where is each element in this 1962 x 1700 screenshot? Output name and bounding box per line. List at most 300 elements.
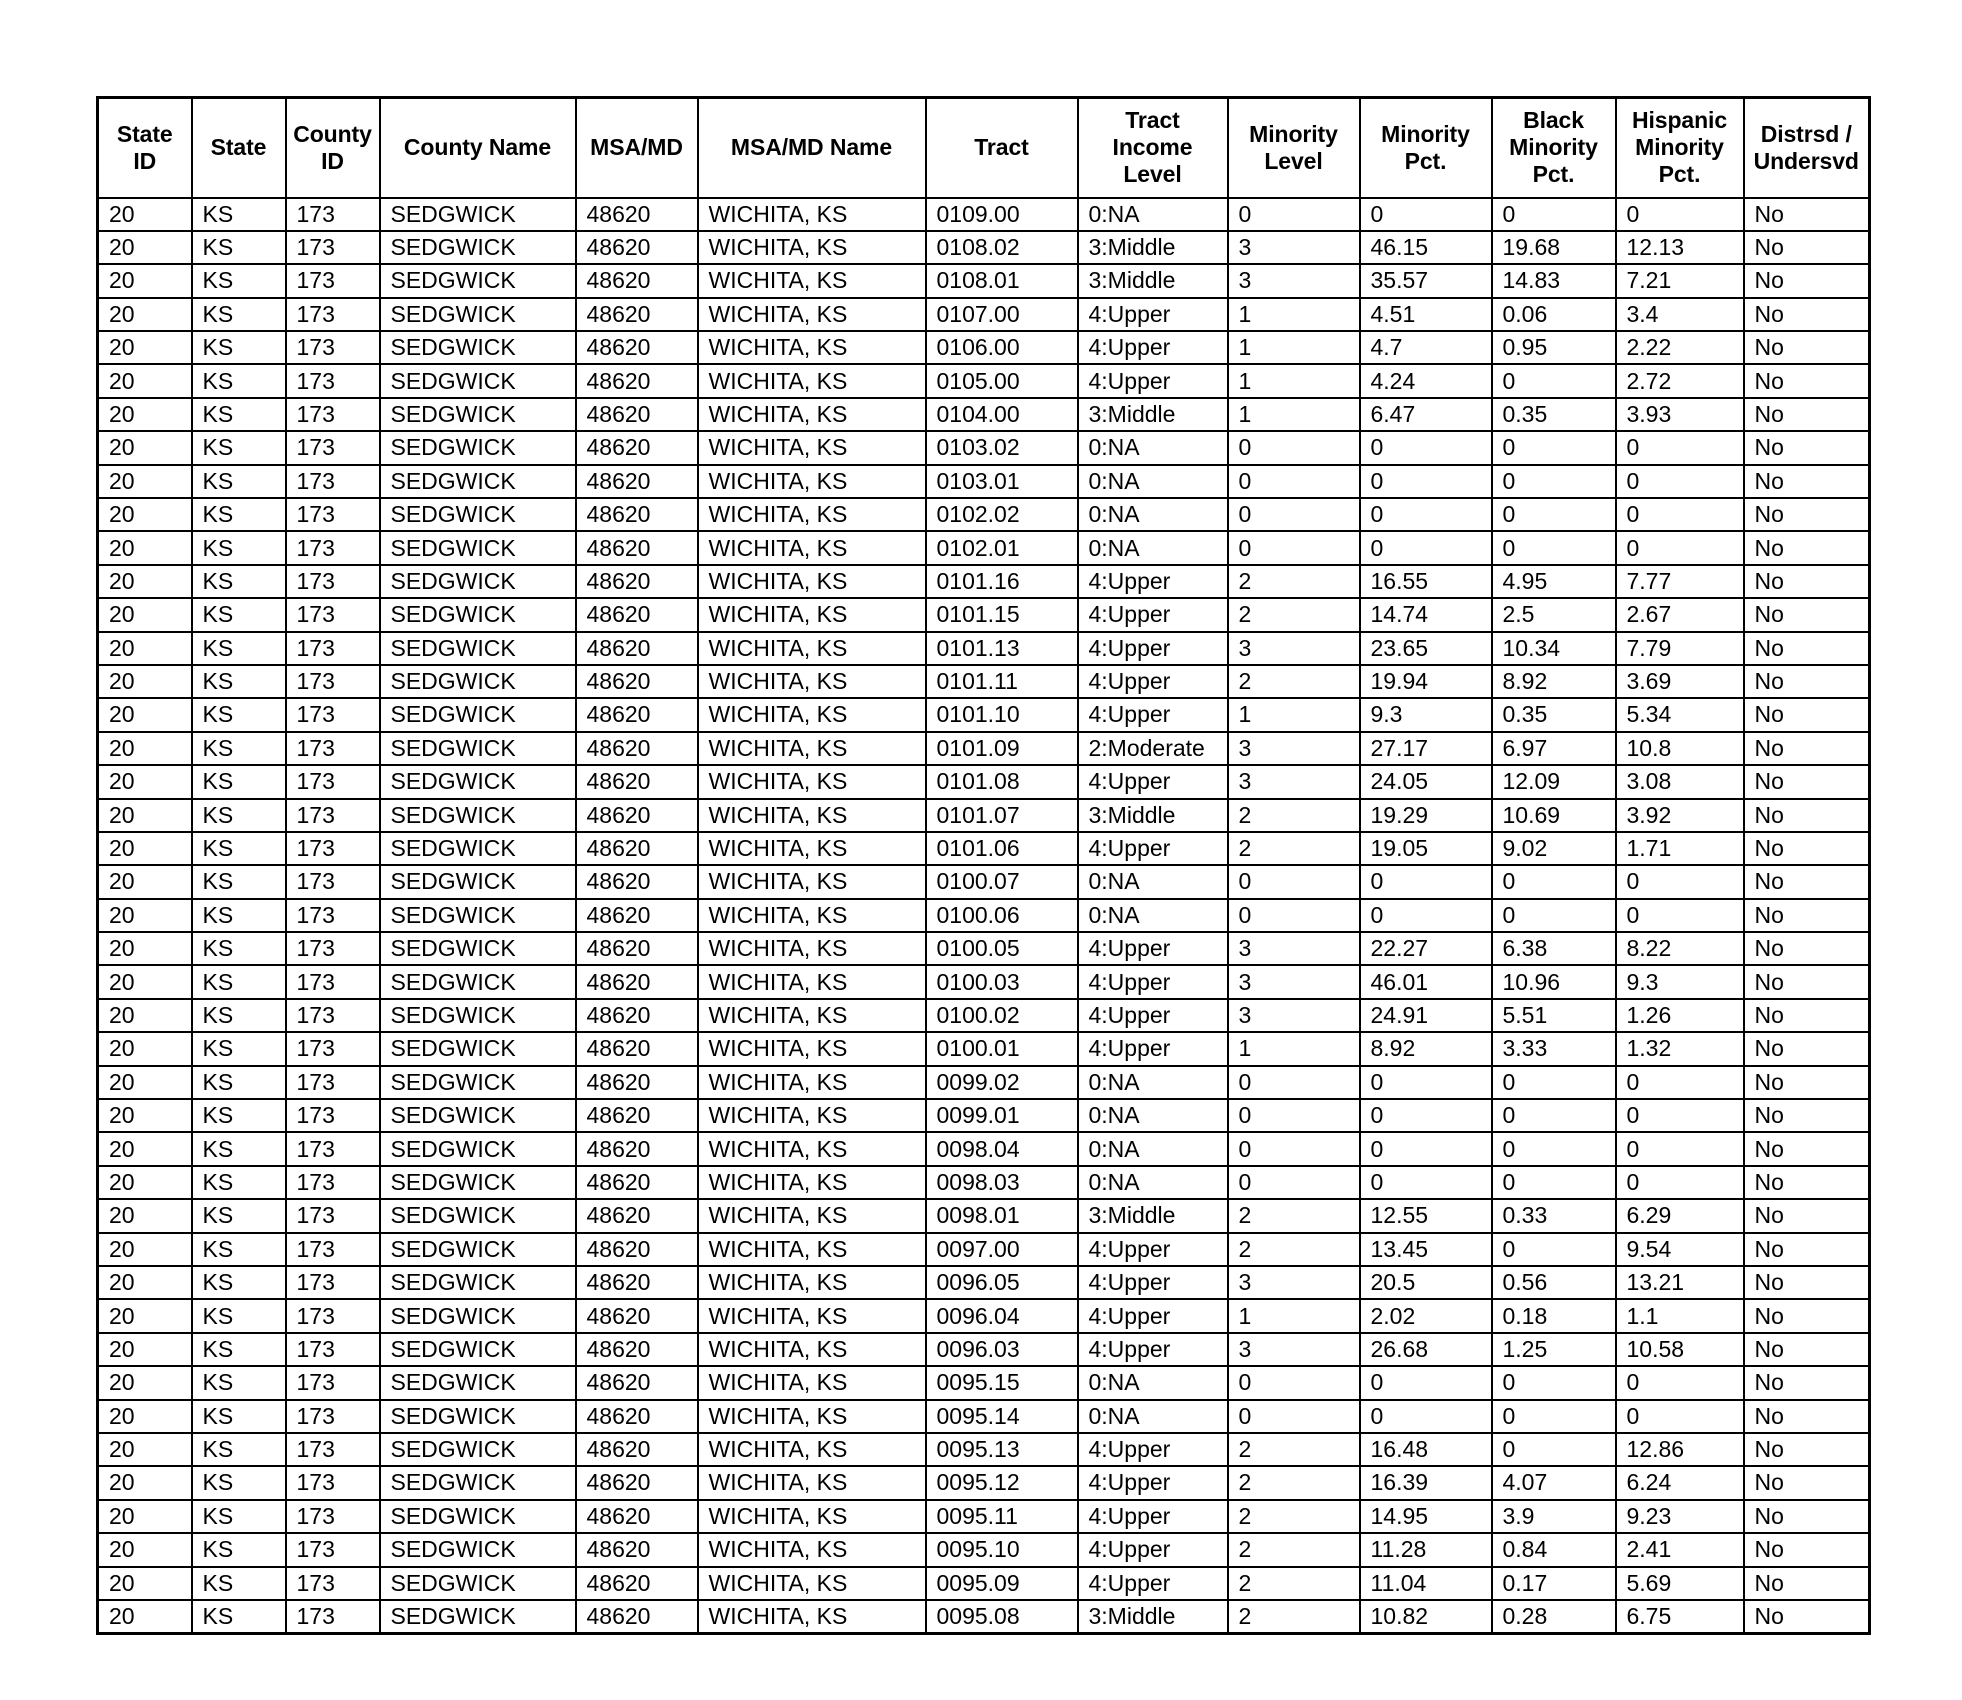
col-msa-md-cell: 48620	[576, 965, 698, 998]
col-county-name-cell: SEDGWICK	[380, 398, 576, 431]
col-minority-pct-cell: 0	[1360, 531, 1492, 564]
col-msa-md-name-cell: WICHITA, KS	[698, 1466, 926, 1499]
col-minority-level-cell: 0	[1228, 1166, 1360, 1199]
col-msa-md-cell: 48620	[576, 565, 698, 598]
col-tract-income-level-cell: 4:Upper	[1078, 1567, 1228, 1600]
col-minority-pct-cell: 24.91	[1360, 999, 1492, 1032]
col-minority-pct-cell: 0	[1360, 1099, 1492, 1132]
col-county-id-cell: 173	[286, 799, 380, 832]
col-msa-md-name-cell: WICHITA, KS	[698, 598, 926, 631]
col-tract-income-level-cell: 3:Middle	[1078, 398, 1228, 431]
col-msa-md-name-cell: WICHITA, KS	[698, 632, 926, 665]
col-black-minority-pct-cell: 0.17	[1492, 1567, 1616, 1600]
col-black-minority-pct-cell: 14.83	[1492, 264, 1616, 297]
col-state-cell: KS	[192, 1099, 286, 1132]
col-minority-level-cell: 1	[1228, 698, 1360, 731]
col-county-name-cell: SEDGWICK	[380, 799, 576, 832]
col-msa-md-cell: 48620	[576, 1433, 698, 1466]
col-distressed-underserved-cell: No	[1744, 899, 1870, 932]
col-minority-pct-cell: 20.5	[1360, 1266, 1492, 1299]
col-hispanic-minority-pct-cell: 0	[1616, 1400, 1744, 1433]
header-label-line: Black	[1523, 107, 1584, 134]
col-msa-md-header: MSA/MD	[576, 98, 698, 198]
col-state-cell: KS	[192, 765, 286, 798]
col-state-cell: KS	[192, 231, 286, 264]
col-msa-md-name-cell: WICHITA, KS	[698, 531, 926, 564]
col-msa-md-cell: 48620	[576, 298, 698, 331]
table-row	[98, 1166, 1870, 1199]
col-hispanic-minority-pct-cell: 3.69	[1616, 665, 1744, 698]
col-tract-income-level-cell: 0:NA	[1078, 1132, 1228, 1165]
col-county-name-cell: SEDGWICK	[380, 632, 576, 665]
col-state-id-cell: 20	[98, 565, 192, 598]
col-hispanic-minority-pct-cell: 0	[1616, 1366, 1744, 1399]
col-tract-cell: 0100.02	[926, 999, 1078, 1032]
col-state-id-cell: 20	[98, 331, 192, 364]
col-county-id-cell: 173	[286, 1500, 380, 1533]
col-black-minority-pct-cell: 0.84	[1492, 1533, 1616, 1566]
col-minority-level-cell: 2	[1228, 665, 1360, 698]
col-black-minority-pct-cell: 0.35	[1492, 698, 1616, 731]
col-black-minority-pct-cell: 0.95	[1492, 331, 1616, 364]
col-hispanic-minority-pct-cell: 10.58	[1616, 1333, 1744, 1366]
col-tract-cell: 0101.08	[926, 765, 1078, 798]
col-tract-income-level-cell: 4:Upper	[1078, 965, 1228, 998]
col-state-id-cell: 20	[98, 531, 192, 564]
header-label-line: County	[293, 120, 372, 147]
table-row	[98, 1500, 1870, 1533]
col-tract-cell: 0108.01	[926, 264, 1078, 297]
col-distressed-underserved-cell: No	[1744, 799, 1870, 832]
col-minority-pct-cell: 23.65	[1360, 632, 1492, 665]
col-msa-md-name-cell: WICHITA, KS	[698, 899, 926, 932]
col-state-id-cell: 20	[98, 698, 192, 731]
col-distressed-underserved-cell: No	[1744, 1466, 1870, 1499]
col-hispanic-minority-pct-cell: 3.08	[1616, 765, 1744, 798]
col-distressed-underserved-cell: No	[1744, 1132, 1870, 1165]
col-state-cell: KS	[192, 598, 286, 631]
col-msa-md-cell: 48620	[576, 1032, 698, 1065]
col-msa-md-name-cell: WICHITA, KS	[698, 999, 926, 1032]
col-distressed-underserved-cell: No	[1744, 999, 1870, 1032]
col-hispanic-minority-pct-cell: 7.21	[1616, 264, 1744, 297]
col-minority-level-cell: 1	[1228, 1032, 1360, 1065]
col-hispanic-minority-pct-cell: 0	[1616, 1166, 1744, 1199]
col-msa-md-cell: 48620	[576, 1466, 698, 1499]
table-row	[98, 565, 1870, 598]
col-tract-income-level-cell: 3:Middle	[1078, 231, 1228, 264]
col-hispanic-minority-pct-cell: 1.71	[1616, 832, 1744, 865]
col-minority-pct-cell: 0	[1360, 498, 1492, 531]
header-label-line: ID	[321, 147, 344, 174]
table-row	[98, 598, 1870, 631]
col-tract-income-level-cell: 4:Upper	[1078, 1466, 1228, 1499]
col-black-minority-pct-cell: 0.35	[1492, 398, 1616, 431]
col-county-id-cell: 173	[286, 1366, 380, 1399]
col-black-minority-pct-cell: 0	[1492, 465, 1616, 498]
col-county-id-cell: 173	[286, 665, 380, 698]
col-county-id-cell: 173	[286, 1533, 380, 1566]
col-state-id-cell: 20	[98, 899, 192, 932]
col-county-id-cell: 173	[286, 1266, 380, 1299]
col-tract-cell: 0108.02	[926, 231, 1078, 264]
col-hispanic-minority-pct-cell: 0	[1616, 1099, 1744, 1132]
col-state-id-cell: 20	[98, 1500, 192, 1533]
col-minority-level-cell: 3	[1228, 765, 1360, 798]
col-black-minority-pct-cell: 0	[1492, 1132, 1616, 1165]
col-state-cell: KS	[192, 531, 286, 564]
col-county-name-cell: SEDGWICK	[380, 765, 576, 798]
col-distressed-underserved-cell: No	[1744, 765, 1870, 798]
col-minority-level-cell: 0	[1228, 431, 1360, 464]
col-black-minority-pct-header	[1492, 98, 1616, 198]
col-msa-md-cell: 48620	[576, 799, 698, 832]
col-county-name-cell: SEDGWICK	[380, 1132, 576, 1165]
col-msa-md-cell: 48620	[576, 899, 698, 932]
col-hispanic-minority-pct-cell: 9.54	[1616, 1233, 1744, 1266]
col-tract-cell: 0109.00	[926, 198, 1078, 231]
col-msa-md-cell: 48620	[576, 632, 698, 665]
col-tract-cell: 0101.13	[926, 632, 1078, 665]
col-msa-md-cell: 48620	[576, 1266, 698, 1299]
col-tract-income-level-cell: 4:Upper	[1078, 298, 1228, 331]
col-minority-level-cell: 3	[1228, 632, 1360, 665]
col-minority-pct-cell: 0	[1360, 1132, 1492, 1165]
col-county-name-cell: SEDGWICK	[380, 1266, 576, 1299]
col-state-cell: KS	[192, 465, 286, 498]
table-row	[98, 999, 1870, 1032]
col-county-name-cell: SEDGWICK	[380, 1466, 576, 1499]
col-county-name-cell: SEDGWICK	[380, 665, 576, 698]
col-minority-pct-cell: 16.48	[1360, 1433, 1492, 1466]
col-black-minority-pct-cell: 9.02	[1492, 832, 1616, 865]
col-msa-md-name-cell: WICHITA, KS	[698, 398, 926, 431]
col-minority-level-cell: 2	[1228, 1500, 1360, 1533]
table-row	[98, 1466, 1870, 1499]
col-tract-cell: 0101.15	[926, 598, 1078, 631]
col-msa-md-name-cell: WICHITA, KS	[698, 1500, 926, 1533]
table-row	[98, 1433, 1870, 1466]
col-state-id-cell: 20	[98, 1299, 192, 1332]
col-msa-md-name-cell: WICHITA, KS	[698, 698, 926, 731]
col-county-id-cell: 173	[286, 1333, 380, 1366]
col-minority-level-cell: 0	[1228, 1400, 1360, 1433]
col-county-id-cell: 173	[286, 1299, 380, 1332]
col-msa-md-name-cell: WICHITA, KS	[698, 1132, 926, 1165]
col-state-id-cell: 20	[98, 765, 192, 798]
col-state-cell: KS	[192, 698, 286, 731]
col-minority-pct-cell: 0	[1360, 899, 1492, 932]
col-distressed-underserved-cell: No	[1744, 1099, 1870, 1132]
col-tract-income-level-cell: 4:Upper	[1078, 1500, 1228, 1533]
col-tract-cell: 0098.01	[926, 1199, 1078, 1232]
col-black-minority-pct-cell: 0	[1492, 1433, 1616, 1466]
header-label-line: Minority	[1381, 120, 1470, 147]
col-distressed-underserved-cell: No	[1744, 632, 1870, 665]
col-minority-pct-cell: 0	[1360, 1400, 1492, 1433]
col-minority-level-cell: 2	[1228, 565, 1360, 598]
col-black-minority-pct-cell: 0	[1492, 899, 1616, 932]
col-minority-level-cell: 2	[1228, 1533, 1360, 1566]
table-row	[98, 1567, 1870, 1600]
col-msa-md-name-cell: WICHITA, KS	[698, 1266, 926, 1299]
col-hispanic-minority-pct-cell: 2.72	[1616, 364, 1744, 397]
col-msa-md-cell: 48620	[576, 999, 698, 1032]
col-tract-cell: 0095.10	[926, 1533, 1078, 1566]
col-black-minority-pct-cell: 6.97	[1492, 732, 1616, 765]
col-state-cell: KS	[192, 1400, 286, 1433]
col-tract-cell: 0101.11	[926, 665, 1078, 698]
col-minority-level-cell: 2	[1228, 598, 1360, 631]
col-msa-md-name-cell: WICHITA, KS	[698, 1233, 926, 1266]
col-tract-income-level-cell: 0:NA	[1078, 431, 1228, 464]
col-tract-cell: 0096.04	[926, 1299, 1078, 1332]
col-county-name-cell: SEDGWICK	[380, 732, 576, 765]
col-tract-cell: 0095.14	[926, 1400, 1078, 1433]
col-tract-income-level-cell: 4:Upper	[1078, 565, 1228, 598]
col-state-cell: KS	[192, 1166, 286, 1199]
col-county-name-cell: SEDGWICK	[380, 1600, 576, 1633]
col-minority-pct-cell: 4.51	[1360, 298, 1492, 331]
col-tract-cell: 0101.16	[926, 565, 1078, 598]
col-black-minority-pct-cell: 10.96	[1492, 965, 1616, 998]
col-black-minority-pct-cell: 0	[1492, 498, 1616, 531]
col-msa-md-name-cell: WICHITA, KS	[698, 932, 926, 965]
col-county-id-cell: 173	[286, 932, 380, 965]
col-msa-md-cell: 48620	[576, 431, 698, 464]
col-county-name-cell: SEDGWICK	[380, 1099, 576, 1132]
header-label-line: Undersvd	[1753, 147, 1859, 174]
header-label-line: Income	[1112, 134, 1193, 161]
col-county-name-cell: SEDGWICK	[380, 932, 576, 965]
col-minority-pct-cell: 0	[1360, 1066, 1492, 1099]
col-state-id-cell: 20	[98, 364, 192, 397]
col-msa-md-name-cell: WICHITA, KS	[698, 1099, 926, 1132]
col-msa-md-name-cell: WICHITA, KS	[698, 231, 926, 264]
col-state-cell: KS	[192, 732, 286, 765]
col-minority-pct-cell: 12.55	[1360, 1199, 1492, 1232]
header-label-line: Pct.	[1532, 161, 1575, 188]
col-black-minority-pct-cell: 19.68	[1492, 231, 1616, 264]
col-black-minority-pct-cell: 1.25	[1492, 1333, 1616, 1366]
col-hispanic-minority-pct-cell: 2.67	[1616, 598, 1744, 631]
col-hispanic-minority-pct-cell: 0	[1616, 498, 1744, 531]
col-minority-level-cell: 2	[1228, 1600, 1360, 1633]
col-distressed-underserved-cell: No	[1744, 1433, 1870, 1466]
col-state-cell: KS	[192, 1366, 286, 1399]
col-distressed-underserved-cell: No	[1744, 1266, 1870, 1299]
col-tract-income-level-cell: 0:NA	[1078, 465, 1228, 498]
col-minority-level-cell: 1	[1228, 298, 1360, 331]
col-state-cell: KS	[192, 1600, 286, 1633]
header-label-line: Hispanic	[1631, 107, 1728, 134]
col-black-minority-pct-cell: 0	[1492, 1099, 1616, 1132]
table-row	[98, 1032, 1870, 1065]
col-minority-pct-header	[1360, 98, 1492, 198]
col-state-cell: KS	[192, 1199, 286, 1232]
col-distressed-underserved-cell: No	[1744, 1600, 1870, 1633]
col-tract-income-level-cell: 4:Upper	[1078, 698, 1228, 731]
col-state-cell: KS	[192, 1233, 286, 1266]
col-county-name-cell: SEDGWICK	[380, 1199, 576, 1232]
col-distressed-underserved-cell: No	[1744, 665, 1870, 698]
header-label-line: Tract	[1125, 107, 1180, 134]
col-distressed-underserved-cell: No	[1744, 965, 1870, 998]
col-county-id-cell: 173	[286, 1066, 380, 1099]
col-black-minority-pct-cell: 0	[1492, 198, 1616, 231]
col-black-minority-pct-cell: 0	[1492, 865, 1616, 898]
col-county-id-cell: 173	[286, 999, 380, 1032]
col-county-name-cell: SEDGWICK	[380, 598, 576, 631]
col-tract-cell: 0095.11	[926, 1500, 1078, 1533]
col-state-id-cell: 20	[98, 298, 192, 331]
col-county-id-cell: 173	[286, 331, 380, 364]
col-tract-cell: 0101.07	[926, 799, 1078, 832]
col-county-name-cell: SEDGWICK	[380, 264, 576, 297]
col-tract-income-level-cell: 2:Moderate	[1078, 732, 1228, 765]
col-hispanic-minority-pct-cell: 2.22	[1616, 331, 1744, 364]
col-tract-income-level-cell: 0:NA	[1078, 1066, 1228, 1099]
col-state-cell: KS	[192, 1132, 286, 1165]
col-black-minority-pct-cell: 8.92	[1492, 665, 1616, 698]
col-state-id-cell: 20	[98, 865, 192, 898]
col-black-minority-pct-cell: 0	[1492, 1400, 1616, 1433]
col-tract-cell: 0096.05	[926, 1266, 1078, 1299]
table-row	[98, 932, 1870, 965]
table-row	[98, 865, 1870, 898]
col-tract-income-level-cell: 0:NA	[1078, 498, 1228, 531]
col-msa-md-name-cell: WICHITA, KS	[698, 965, 926, 998]
col-msa-md-name-cell: WICHITA, KS	[698, 1433, 926, 1466]
col-minority-level-cell: 1	[1228, 331, 1360, 364]
col-tract-cell: 0102.02	[926, 498, 1078, 531]
col-county-id-cell: 173	[286, 364, 380, 397]
col-state-cell: KS	[192, 264, 286, 297]
col-hispanic-minority-pct-cell: 6.75	[1616, 1600, 1744, 1633]
col-county-id-cell: 173	[286, 1199, 380, 1232]
col-county-name-cell: SEDGWICK	[380, 865, 576, 898]
header-label-line: ID	[133, 147, 157, 174]
col-hispanic-minority-pct-cell: 0	[1616, 198, 1744, 231]
col-state-id-cell: 20	[98, 465, 192, 498]
table-row	[98, 364, 1870, 397]
table-row	[98, 431, 1870, 464]
col-state-cell: KS	[192, 1032, 286, 1065]
table-row	[98, 698, 1870, 731]
col-state-id-cell: 20	[98, 1433, 192, 1466]
col-county-name-cell: SEDGWICK	[380, 531, 576, 564]
col-hispanic-minority-pct-cell: 0	[1616, 465, 1744, 498]
col-state-cell: KS	[192, 632, 286, 665]
col-state-cell: KS	[192, 198, 286, 231]
col-tract-income-level-cell: 4:Upper	[1078, 1533, 1228, 1566]
col-msa-md-name-cell: WICHITA, KS	[698, 264, 926, 297]
col-state-id-cell: 20	[98, 1533, 192, 1566]
col-hispanic-minority-pct-cell: 8.22	[1616, 932, 1744, 965]
col-msa-md-name-cell: WICHITA, KS	[698, 198, 926, 231]
col-hispanic-minority-pct-cell: 0	[1616, 1066, 1744, 1099]
col-state-id-cell: 20	[98, 431, 192, 464]
col-county-id-cell: 173	[286, 732, 380, 765]
col-tract-income-level-cell: 4:Upper	[1078, 932, 1228, 965]
col-msa-md-name-cell: WICHITA, KS	[698, 765, 926, 798]
col-county-name-header: County Name	[380, 98, 576, 198]
col-msa-md-cell: 48620	[576, 198, 698, 231]
col-county-id-cell: 173	[286, 264, 380, 297]
col-msa-md-cell: 48620	[576, 1333, 698, 1366]
col-minority-pct-cell: 4.7	[1360, 331, 1492, 364]
col-msa-md-cell: 48620	[576, 932, 698, 965]
col-msa-md-name-cell: WICHITA, KS	[698, 431, 926, 464]
col-msa-md-name-cell: WICHITA, KS	[698, 832, 926, 865]
col-minority-pct-cell: 0	[1360, 198, 1492, 231]
table-row	[98, 231, 1870, 264]
col-minority-pct-cell: 19.29	[1360, 799, 1492, 832]
col-distressed-underserved-cell: No	[1744, 732, 1870, 765]
col-tract-cell: 0097.00	[926, 1233, 1078, 1266]
col-distressed-underserved-cell: No	[1744, 1032, 1870, 1065]
col-black-minority-pct-cell: 0.06	[1492, 298, 1616, 331]
col-msa-md-cell: 48620	[576, 465, 698, 498]
col-minority-level-cell: 0	[1228, 531, 1360, 564]
col-tract-cell: 0099.02	[926, 1066, 1078, 1099]
col-state-id-cell: 20	[98, 1400, 192, 1433]
col-tract-income-level-cell: 4:Upper	[1078, 1433, 1228, 1466]
col-county-name-cell: SEDGWICK	[380, 1032, 576, 1065]
col-hispanic-minority-pct-cell: 7.79	[1616, 632, 1744, 665]
col-minority-pct-cell: 0	[1360, 431, 1492, 464]
col-msa-md-name-cell: WICHITA, KS	[698, 1333, 926, 1366]
col-distressed-underserved-cell: No	[1744, 331, 1870, 364]
col-tract-income-level-cell: 4:Upper	[1078, 632, 1228, 665]
col-distressed-underserved-cell: No	[1744, 1233, 1870, 1266]
col-county-id-cell: 173	[286, 899, 380, 932]
table-row	[98, 665, 1870, 698]
col-msa-md-name-cell: WICHITA, KS	[698, 1567, 926, 1600]
col-distressed-underserved-cell: No	[1744, 865, 1870, 898]
col-tract-cell: 0106.00	[926, 331, 1078, 364]
col-minority-pct-cell: 14.95	[1360, 1500, 1492, 1533]
col-msa-md-name-cell: WICHITA, KS	[698, 665, 926, 698]
col-county-id-cell: 173	[286, 965, 380, 998]
col-hispanic-minority-pct-cell: 1.32	[1616, 1032, 1744, 1065]
col-state-cell: KS	[192, 1299, 286, 1332]
col-minority-level-cell: 2	[1228, 1233, 1360, 1266]
col-state-cell: KS	[192, 932, 286, 965]
col-county-name-cell: SEDGWICK	[380, 899, 576, 932]
table-row	[98, 465, 1870, 498]
col-minority-level-cell: 2	[1228, 1199, 1360, 1232]
col-state-cell: KS	[192, 1433, 286, 1466]
col-distressed-underserved-cell: No	[1744, 565, 1870, 598]
col-state-cell: KS	[192, 899, 286, 932]
col-county-name-cell: SEDGWICK	[380, 1433, 576, 1466]
col-distressed-underserved-cell: No	[1744, 932, 1870, 965]
col-county-name-cell: SEDGWICK	[380, 1500, 576, 1533]
col-tract-income-level-cell: 4:Upper	[1078, 1032, 1228, 1065]
col-black-minority-pct-cell: 0	[1492, 1233, 1616, 1266]
table-body	[98, 198, 1870, 1634]
col-msa-md-cell: 48620	[576, 1166, 698, 1199]
col-minority-pct-cell: 11.28	[1360, 1533, 1492, 1566]
col-black-minority-pct-cell: 0	[1492, 1166, 1616, 1199]
col-county-id-cell: 173	[286, 598, 380, 631]
col-msa-md-name-cell: WICHITA, KS	[698, 465, 926, 498]
table-row	[98, 799, 1870, 832]
header-label-line: Pct.	[1404, 147, 1447, 174]
col-distressed-underserved-cell: No	[1744, 1299, 1870, 1332]
table-row	[98, 531, 1870, 564]
